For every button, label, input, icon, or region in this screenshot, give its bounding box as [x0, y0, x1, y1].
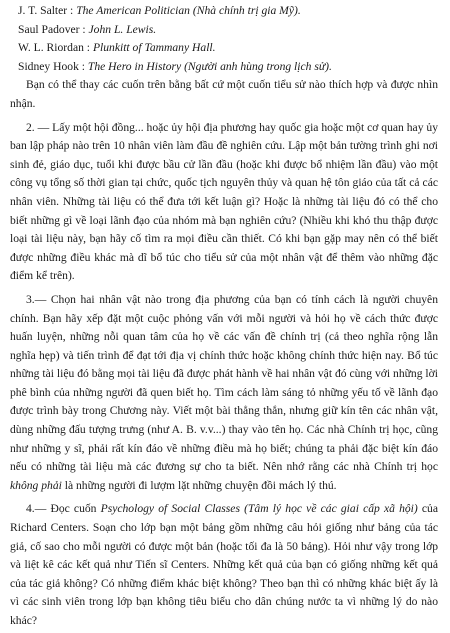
reference-title: The Hero in History (Người anh hùng trong lịch sử).	[87, 59, 332, 73]
exercise-4-paragraph	[10, 500, 438, 630]
exercise-4-text-start: 4.— Đọc cuốn	[26, 502, 101, 516]
exercise-3-text-end: là những người đi lượm lặt những chuyện đồi mách lý thú.	[61, 478, 337, 492]
reference-author: Sidney Hook :	[18, 59, 88, 73]
exercise-3-emphasis: không phải	[10, 478, 62, 492]
reference-list	[18, 2, 438, 76]
reference-title: The American Politician (Nhà chính trị gia Mỹ).	[76, 4, 301, 17]
reference-title: Plunkitt of Tammany Hall.	[92, 41, 216, 55]
exercise-3-text: 3.— Chọn hai nhân vật nào trong địa phương của bạn có tính cách là người chuyên chính. Bạn hãy xếp đặt một cuộc phỏng vấn với mỗi người và hỏi họ về cách thức được huấn luyện, những nỗi quan tâm của họ về các vấn đề chính trị (cả theo nghĩa rộng lẫn nghĩa hẹp) và tiến trình để đạt tới địa vị chính thức hoặc không chính thức hiện nay. Bổ túc những tài liệu đó bằng mọi tài liệu đã được phát hành về hai nhân vật đó cùng với những lời phê bình của những người đã quen biết họ. Tìm cách làm sáng tỏ những yếu tố về lãnh đạo được trình bày trong Chương này. Viết một bài thẳng thắn, nhưng giữ kín tên các nhân vật, dùng những đấu tượng trưng (như A. B. v.v...) thay vào tên họ. Các nhà Chính trị học, cũng như những y sĩ, phải rất kín đáo về những điều mà họ biết; chúng ta phải đặc biệt kín đáo nếu có những tài liệu mà các đương sự cho ta biết. Nên nhớ rằng các nhà Chính trị học	[10, 292, 438, 474]
reference-title: John L. Lewis.	[88, 22, 157, 36]
reference-item	[18, 21, 438, 40]
reference-author: J. T. Salter :	[18, 4, 77, 17]
reference-item	[18, 39, 438, 58]
exercise-3-paragraph	[10, 291, 438, 496]
reference-author: Saul Padover :	[18, 22, 89, 36]
reference-item	[18, 2, 438, 21]
exercise-2-paragraph: 2. — Lấy một hội đồng... hoặc ủy hội địa phương hay quốc gia hoặc một cơ quan hay ủy ban lập pháp nào trên 10 nhân viên làm đầu đề nghiên cứu. Lập một bản tường trình ghi nơi sinh đẻ, giáo dục, tuổi khi được bầu cử lần đầu (hoặc khi được bổ nhiệm lần đầu) vào một công vụ tổng số thời gian tại chức, quốc tịch nguyên thủy và quan hệ tôn giáo của tất cả các nhân viên. Những tài liệu có thể đưa tới kết luận gì? Hoặc là những tài liệu đó có thể cho biết những gì về loại lãnh đạo của nhóm mà bạn nghiên cứu? (Nhiều khi khó thu thập được loại tài liệu này, bạn hãy cố tìm ra mọi điều cần thiết. Có khi bạn gặp may nên có thể biết được những điều khác mà dĩ bổ túc cho tiểu sử của một nhân vật để thêm vào những đặc điểm kể trên).	[10, 120, 438, 283]
exercise-4-book-title: Psychology of Social Classes (Tâm lý học về các giai cấp xã hội)	[100, 502, 418, 516]
reference-item	[18, 58, 438, 77]
reference-author: W. L. Riordan :	[18, 41, 93, 55]
intro-paragraph: Bạn có thể thay các cuốn trên bằng bất cứ một cuốn tiểu sử nào thích hợp và được nhìn nhận.	[10, 78, 438, 110]
exercise-4-text: của Richard Centers. Soạn cho lớp bạn một bảng gồm những câu hỏi giống như bảng của tác giả, cố sao cho mỗi người có được một bản (hoặc tối đa là 50 bảng). Hỏi như vậy trong lớp và liệt kê các kết quả như Tiến sĩ Centers. Những kết quả của bạn có giống những kết quả của tác giả không? Có những điểm khác biệt không? Theo bạn thì có những khác biệt ấy là vì các sinh viên trong lớp bạn không tiêu biểu cho dân chúng nước ta vì những lý do nào khác?	[10, 502, 438, 627]
